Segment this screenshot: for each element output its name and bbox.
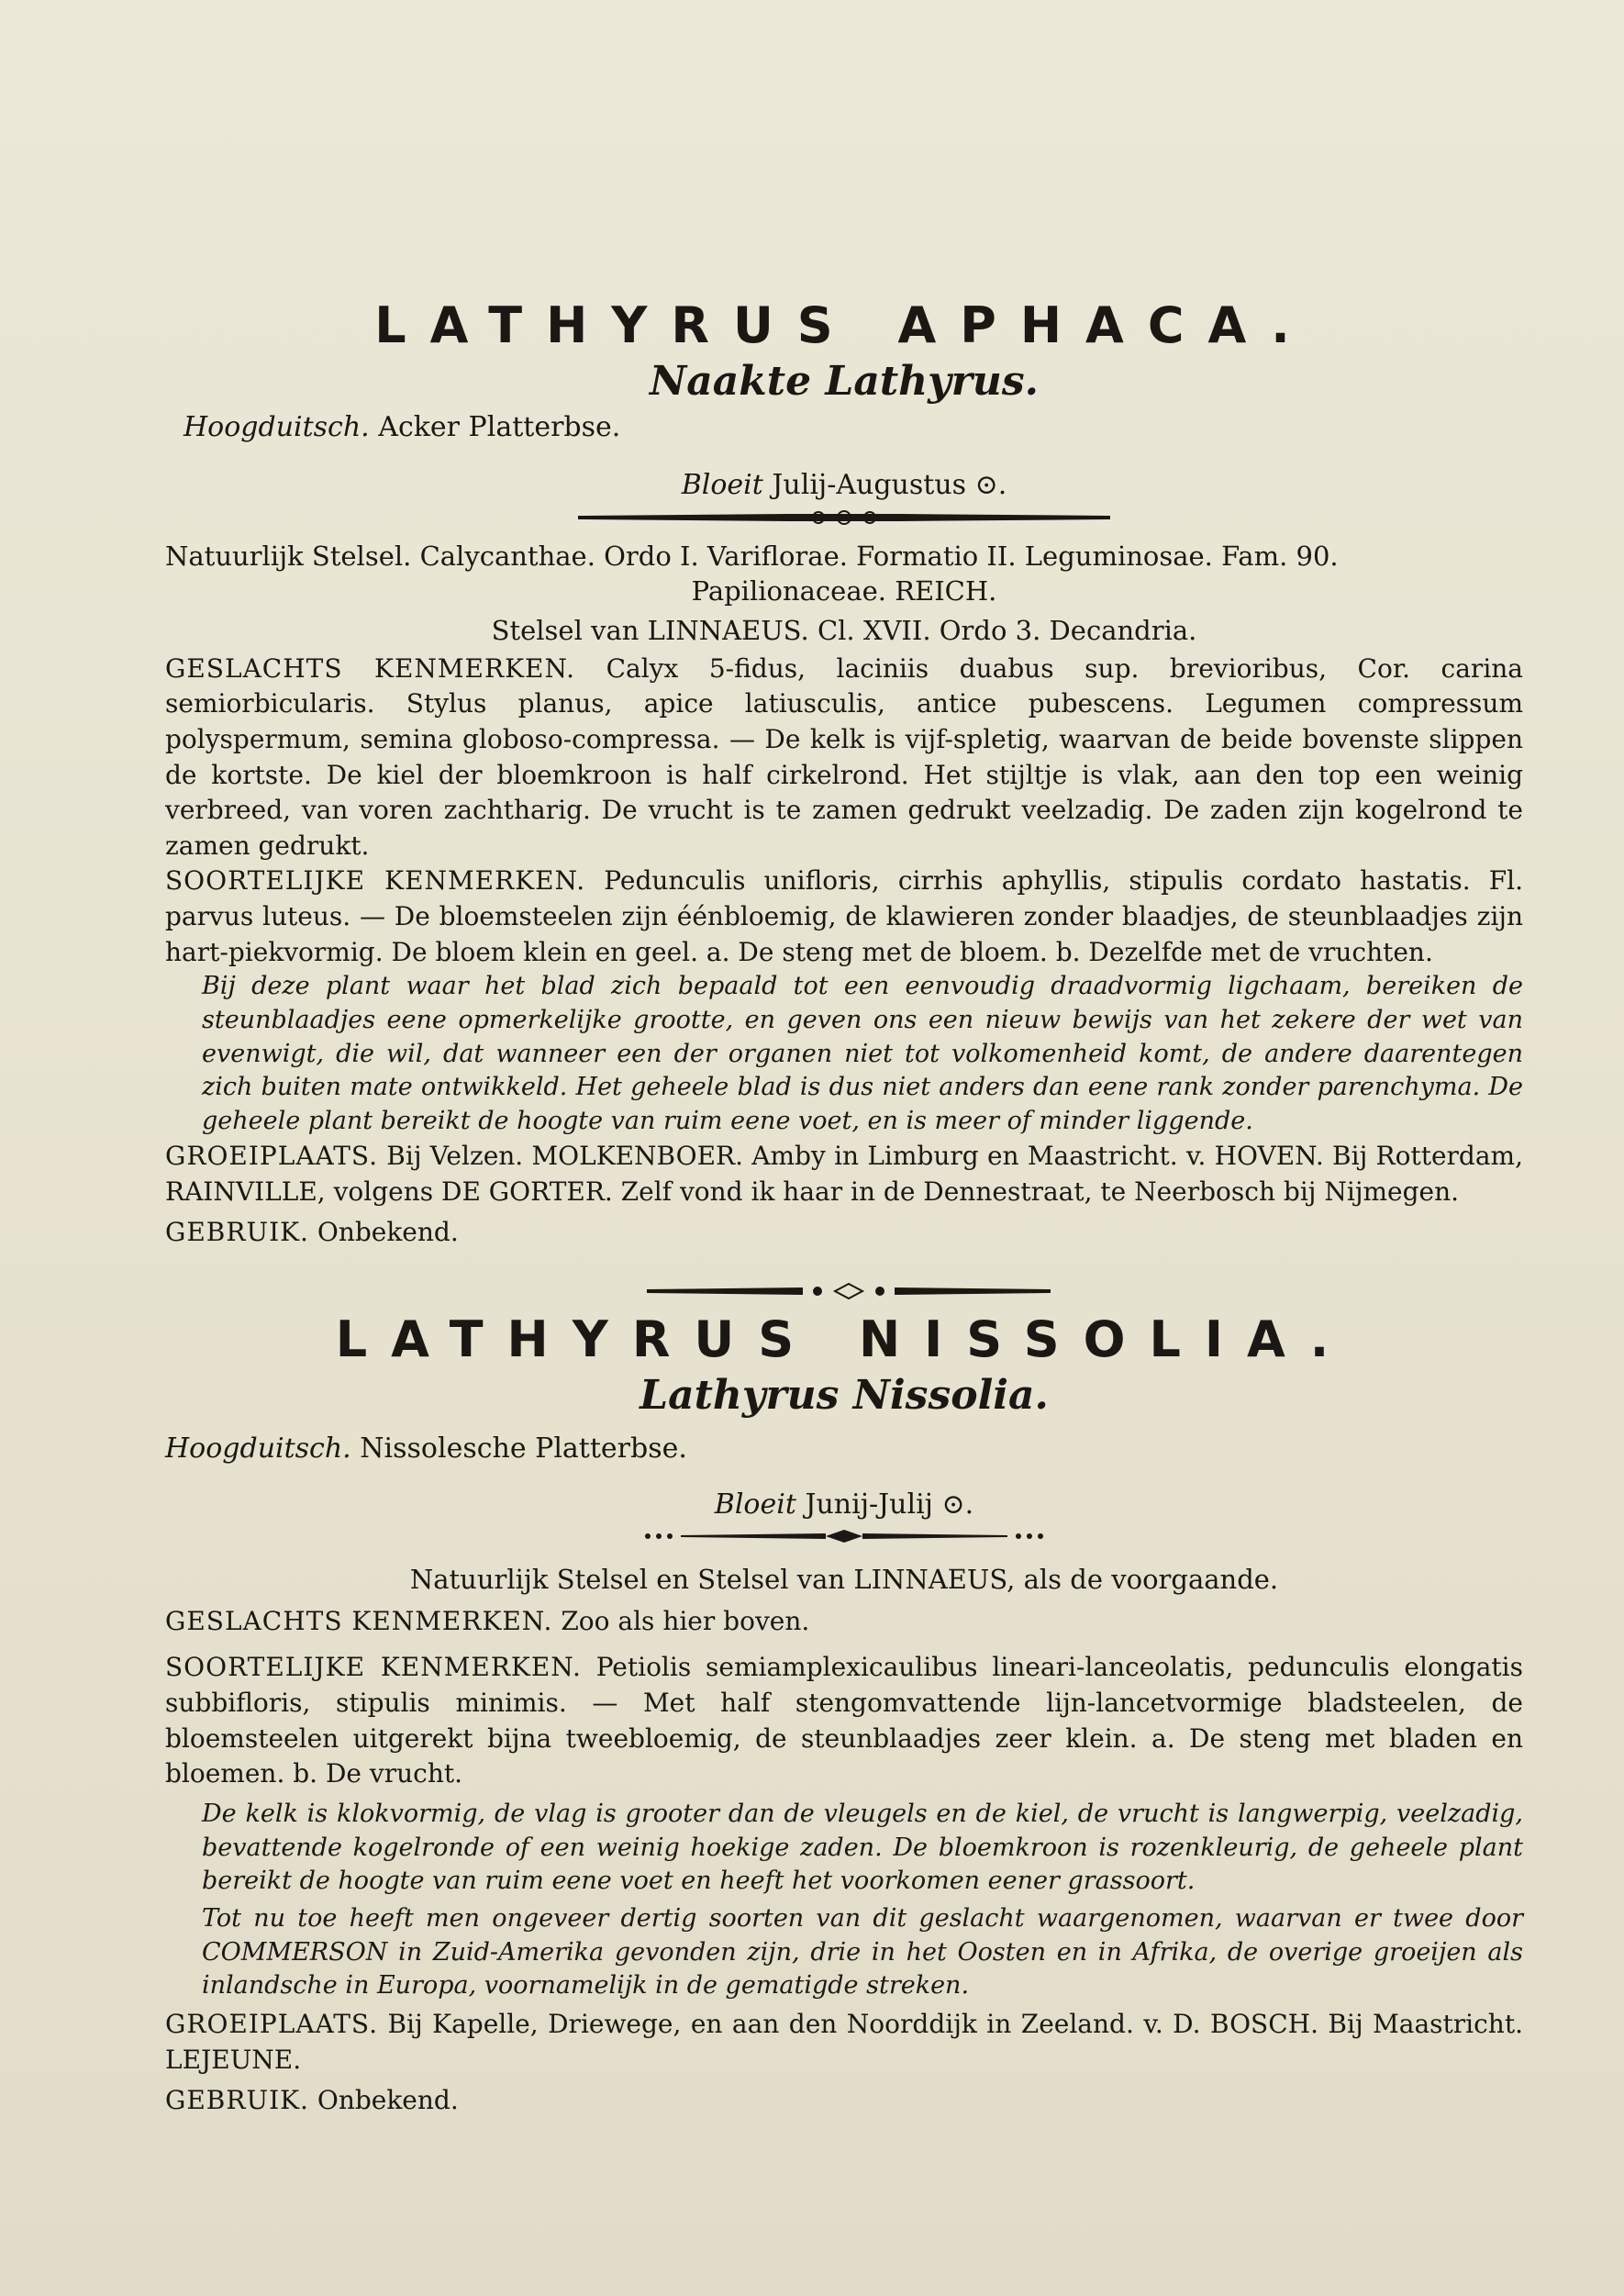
genus-characteristics bbox=[165, 1604, 1523, 1640]
german-name-line bbox=[184, 407, 1523, 448]
habitat bbox=[165, 1139, 1523, 1209]
bloom-value: Junij-Julij bbox=[805, 1488, 933, 1521]
entry-title: LATHYRUS NISSOLIA. bbox=[335, 1310, 1353, 1368]
species-characteristics bbox=[165, 864, 1523, 970]
bloom-label: Bloeit bbox=[714, 1488, 796, 1521]
genus-text: Calyx 5-fidus, laciniis duabus sup. brevioribus, Cor. carina semiorbicularis. Stylus planus, apice latiusculis, antice pubescens. Legumen compressum polyspermum, semina globoso-compressa. — De kelk is vijf-spletig, waarvan de beide bovenste slippen de kortste. De kiel der bloemkroon is half cirkelrond. Het stijltje is vlak, aan den top een weinig verbreed, van voren zachtharig. De vrucht is te zamen gedrukt veelzadig. De zaden zijn kogelrond te zamen gedrukt. bbox=[165, 652, 1524, 861]
entry-separator-icon bbox=[647, 1279, 1051, 1303]
use-text: Onbekend. bbox=[317, 1217, 459, 1248]
use-label: GEBRUIK. bbox=[165, 1217, 309, 1248]
use bbox=[165, 2083, 1523, 2119]
entry-subtitle: Lathyrus Nissolia. bbox=[640, 1372, 1049, 1420]
habitat-label: GROEIPLAATS. bbox=[165, 1140, 379, 1171]
habitat bbox=[165, 2007, 1523, 2078]
species-label: SOORTELIJKE KENMERKEN. bbox=[165, 1652, 582, 1683]
species-label: SOORTELIJKE KENMERKEN. bbox=[165, 865, 586, 897]
entry-subtitle: Naakte Lathyrus. bbox=[650, 358, 1039, 406]
genus-text: Zoo als hier boven. bbox=[561, 1605, 810, 1636]
species-characteristics bbox=[165, 1650, 1523, 1792]
natural-system: Natuurlijk Stelsel. Calycanthae. Ordo I. Variflorae. Formatio II. Leguminosae. Fam. 90. bbox=[165, 541, 1339, 573]
species-text: Pedunculis unifloris, cirrhis aphyllis, stipulis cordato hastatis. Fl. parvus luteus. — De bloemsteelen zijn éénbloemig, de klawieren zonder blaadjes, de steunblaadjes zijn hart-piekvormig. De bloem klein en geel. a. De steng met de bloem. b. Dezelfde met de vruchten. bbox=[165, 865, 1524, 967]
bloom-line bbox=[165, 1484, 1523, 1525]
ornament-divider-icon bbox=[578, 506, 1110, 529]
german-name-line bbox=[165, 1428, 1523, 1469]
species-text: Petiolis semiamplexicaulibus lineari-lanceolatis, pedunculis elongatis subbifloris, stipulis minimis. — Met half stengomvattende lijn-lancetvormige bladsteelen, de bloemsteelen uitgerekt bijna tweebloemig, de steunblaadjes zeer klein. a. De steng met bladen en bloemen. b. De vrucht. bbox=[165, 1652, 1524, 1789]
genus-label: GESLACHTS KENMERKEN. bbox=[165, 1605, 553, 1636]
bloom-value: Julij-Augustus bbox=[772, 469, 967, 502]
genus-characteristics bbox=[165, 652, 1523, 864]
use bbox=[165, 1215, 1523, 1251]
annual-symbol: ⊙. bbox=[974, 469, 1007, 502]
annual-symbol: ⊙. bbox=[941, 1488, 974, 1521]
german-name: Acker Platterbse. bbox=[378, 411, 621, 444]
natural-system-continued: Papilionaceae. REICH. bbox=[691, 574, 997, 607]
german-label: Hoogduitsch. bbox=[165, 1432, 351, 1466]
use-label: GEBRUIK. bbox=[165, 2085, 309, 2116]
habitat-text: Bij Kapelle, Driewege, en aan den Noorddijk in Zeeland. v. D. BOSCH. Bij Maastricht. LEJEUNE. bbox=[165, 2009, 1523, 2075]
habitat-text: Bij Velzen. MOLKENBOER. Amby in Limburg en Maastricht. v. HOVEN. Bij Rotterdam, RAINVILLE, volgens DE GORTER. Zelf vond ik haar in de Dennestraat, te Neerbosch bij Nijmegen. bbox=[165, 1140, 1524, 1207]
use-text: Onbekend. bbox=[317, 2085, 459, 2116]
entry-lathyrus-aphaca bbox=[165, 298, 1523, 1251]
note-paragraph: Bij deze plant waar het blad zich bepaald tot een eenvoudig draadvormig ligchaam, bereiken de steunblaadjes eene opmerkelijke grootte, en geven ons een nieuw bewijs van het zekere der wet van evenwigt, die wil, dat wanneer een der organen niet tot volkomenheid komt, de andere daarentegen zich buiten mate ontwikkeld. Het geheele blad is dus niet anders dan eene rank zonder parenchyma. De geheele plant bereikt de hoogte van ruim eene voet, en is meer of minder liggende. bbox=[202, 972, 1523, 1136]
linnaeus-system: Stelsel van LINNAEUS. Cl. XVII. Ordo 3. Decandria. bbox=[491, 615, 1197, 647]
entry-lathyrus-nissolia bbox=[165, 1312, 1523, 2119]
habitat-label: GROEIPLAATS. bbox=[165, 2009, 379, 2040]
ornament-divider-icon bbox=[642, 1525, 1046, 1547]
note-paragraph-2: Tot nu toe heeft men ongeveer dertig soorten van dit geslacht waargenomen, waarvan er twee door COMMERSON in Zuid-Amerika gevonden zijn, drie in het Oosten en in Afrika, de overige groeijen als inlandsche in Europa, voornamelijk in de gematigde streken. bbox=[202, 1903, 1523, 2001]
entry-title: LATHYRUS APHACA. bbox=[374, 296, 1314, 354]
bloom-line bbox=[165, 464, 1523, 506]
genus-label: GESLACHTS KENMERKEN. bbox=[165, 652, 576, 684]
bloom-label: Bloeit bbox=[681, 469, 763, 502]
german-name: Nissolesche Platterbse. bbox=[360, 1432, 687, 1466]
german-label: Hoogduitsch. bbox=[184, 411, 370, 444]
natural-system: Natuurlijk Stelsel en Stelsel van LINNAEUS, als de voorgaande. bbox=[409, 1564, 1279, 1596]
note-paragraph: De kelk is klokvormig, de vlag is grooter dan de vleugels en de kiel, de vrucht is langwerpig, veelzadig, bevattende kogelronde of een weinig hoekige zaden. De bloemkroon is rozenkleurig, de geheele plant bereikt de hoogte van ruim eene voet en heeft het voorkomen eener grassoort. bbox=[202, 1799, 1523, 1896]
